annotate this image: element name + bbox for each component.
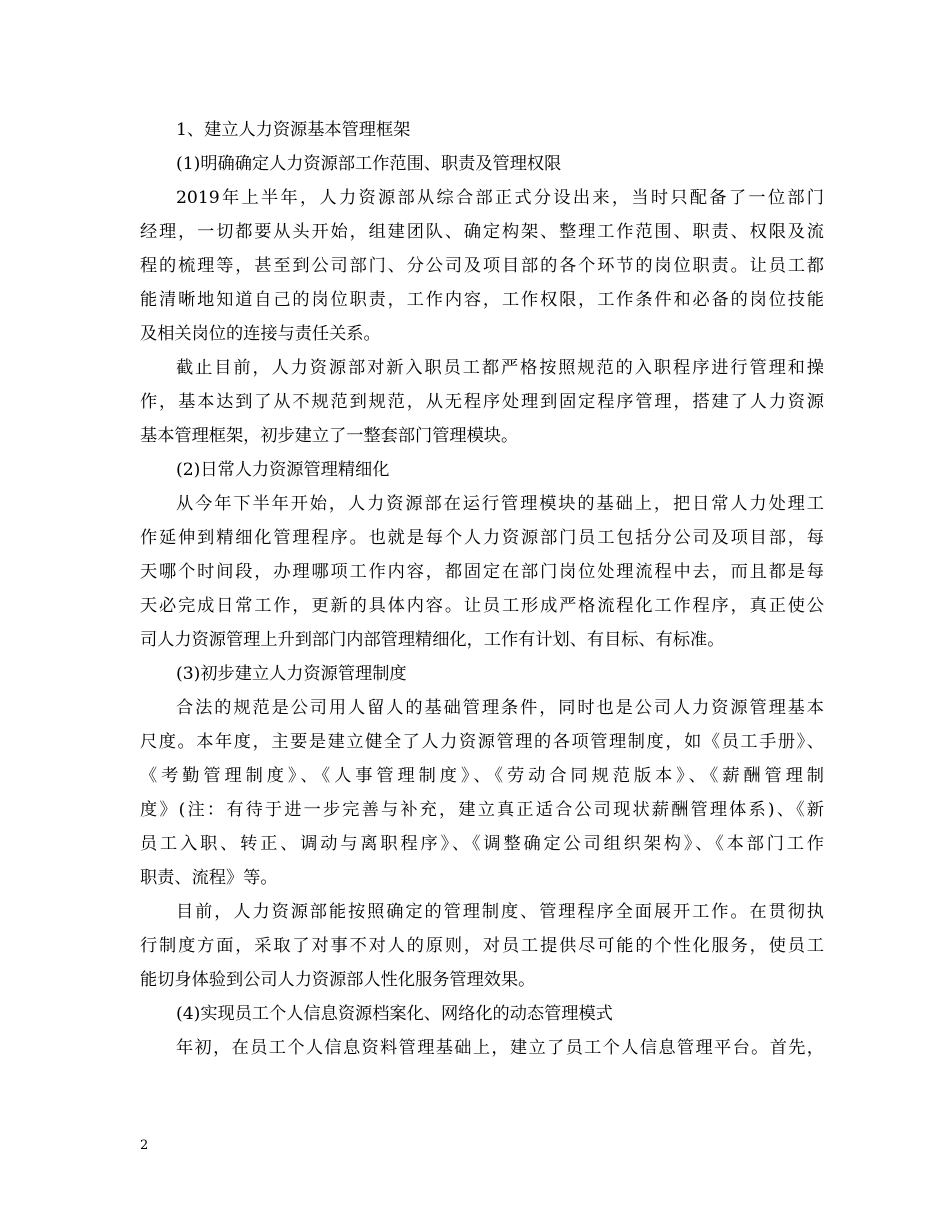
text-line: 2019年上半年，人力资源部从综合部正式分设出来，当时只配备了一位部门 <box>176 188 824 208</box>
text-line: 程的梳理等，甚至到公司部门、分公司及项目部的各个环节的岗位职责。让员工都 <box>140 256 824 276</box>
text-line: 职责、流程》等。 <box>140 868 278 888</box>
text-line: 截止目前，人力资源部对新入职员工都严格按照规范的入职程序进行管理和操 <box>176 358 824 378</box>
text-line: 员工入职、转正、调动与离职程序》、《调整确定公司组织架构》、《本部门工作 <box>140 834 824 854</box>
text-line: 1、建立人力资源基本管理框架 <box>176 120 411 140</box>
text-line: (4)实现员工个人信息资源档案化、网络化的动态管理模式 <box>176 1004 613 1024</box>
body-text <box>140 113 824 1065</box>
text-line: 司人力资源管理上升到部门内部管理精细化，工作有计划、有目标、有标准。 <box>140 630 725 650</box>
text-line: (1)明确确定人力资源部工作范围、职责及管理权限 <box>176 154 562 174</box>
text-line: 能切身体验到公司人力资源部人性化服务管理效果。 <box>140 970 536 990</box>
text-line: 行制度方面，采取了对事不对人的原则，对员工提供尽可能的个性化服务，使员工 <box>140 936 824 956</box>
text-line: 及相关岗位的连接与责任关系。 <box>140 324 381 344</box>
text-line: 目前，人力资源部能按照确定的管理制度、管理程序全面展开工作。在贯彻执 <box>176 902 824 922</box>
text-line: (2)日常人力资源管理精细化 <box>176 460 390 480</box>
text-line: 尺度。本年度，主要是建立健全了人力资源管理的各项管理制度，如《员工手册》、 <box>140 732 824 752</box>
text-line: 年初，在员工个人信息资料管理基础上，建立了员工个人信息管理平台。首先， <box>176 1038 824 1058</box>
text-line: 作延伸到精细化管理程序。也就是每个人力资源部门员工包括分公司及项目部，每 <box>140 528 824 548</box>
text-line: 基本管理框架，初步建立了一整套部门管理模块。 <box>140 426 519 446</box>
text-line: 能清晰地知道自己的岗位职责，工作内容，工作权限，工作条件和必备的岗位技能 <box>140 290 824 310</box>
text-line: (3)初步建立人力资源管理制度 <box>176 664 407 684</box>
text-line: 经理，一切都要从头开始，组建团队、确定构架、整理工作范围、职责、权限及流 <box>140 222 824 242</box>
text-line: 天哪个时间段，办理哪项工作内容，都固定在部门岗位处理流程中去，而且都是每 <box>140 562 824 582</box>
text-line: 度》(注：有待于进一步完善与补充，建立真正适合公司现状薪酬管理体系)、《新 <box>140 800 824 820</box>
text-line: 《考勤管理制度》、《人事管理制度》、《劳动合同规范版本》、《薪酬管理制 <box>140 766 824 786</box>
page-number: 2 <box>140 1138 149 1153</box>
text-line: 合法的规范是公司用人留人的基础管理条件，同时也是公司人力资源管理基本 <box>176 698 824 718</box>
text-line: 天必完成日常工作，更新的具体内容。让员工形成严格流程化工作程序，真正使公 <box>140 596 824 616</box>
text-line: 从今年下半年开始，人力资源部在运行管理模块的基础上，把日常人力处理工 <box>176 494 824 514</box>
text-line: 作，基本达到了从不规范到规范，从无程序处理到固定程序管理，搭建了人力资源 <box>140 392 824 412</box>
